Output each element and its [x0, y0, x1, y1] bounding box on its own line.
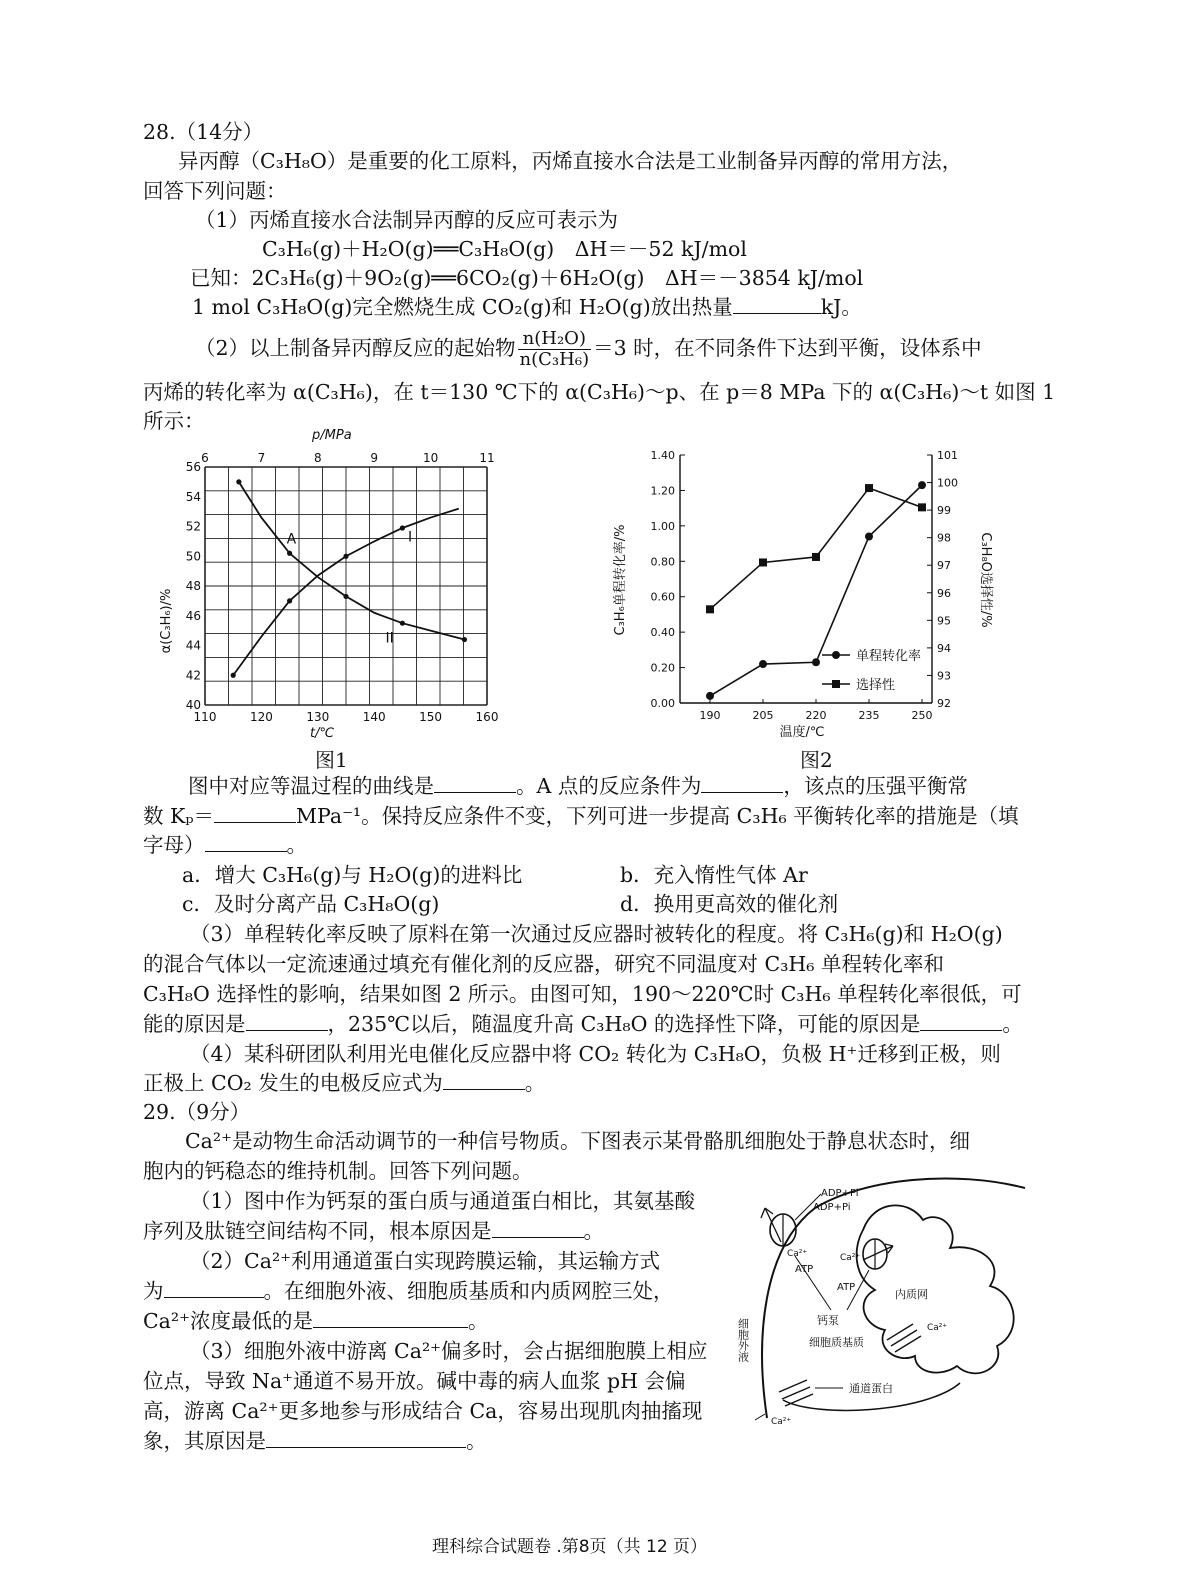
legend-conversion-label: 单程转化率 [856, 649, 922, 664]
calcium-ion-label: Ca²⁺ [771, 1417, 792, 1427]
fig2-selectivity-line [710, 488, 922, 609]
q29-part3-line4 [143, 1427, 487, 1455]
q29-part2-line2 [143, 1277, 674, 1305]
fig1-point-I [231, 673, 236, 678]
q29-intro-2: 胞内的钙稳态的维持机制。回答下列问题。 [143, 1159, 533, 1183]
answer-blank[interactable] [733, 293, 821, 314]
answer-blank[interactable] [205, 831, 287, 852]
q28-part3-line4 [143, 1010, 1023, 1038]
fig2-right-tick-label: 101 [937, 449, 958, 462]
text: 数 Kₚ＝ [143, 804, 215, 828]
atp-label-2: ATP [837, 1282, 856, 1293]
q29-part3-line3: 高，游离 Ca²⁺更多地参与形成结合 Ca，容易出现肌肉抽搐现 [143, 1399, 703, 1423]
answer-blank[interactable] [164, 1277, 264, 1298]
q28-part2-line1 [195, 326, 982, 370]
text: 能的原因是 [143, 1012, 246, 1036]
page-footer: 理科综合试题卷 .第8页（共 12 页） [432, 1537, 708, 1557]
fig2-selectivity-point [759, 558, 767, 566]
adp-pi-label-1: ADP+Pi [821, 1188, 859, 1199]
text: 1 mol C₃H₈O(g)完全燃烧生成 CO₂(g)和 H₂O(g)放出热量 [192, 295, 733, 319]
q28-known-equation: 已知：2C₃H₆(g)＋9O₂(g)══6CO₂(g)＋6H₂O(g) ΔH＝－3854 kJ/mol [190, 266, 864, 290]
text: ，该点的压强平衡常 [783, 774, 968, 798]
fraction-numerator: n(H₂O) [518, 329, 592, 350]
answer-blank[interactable] [266, 1427, 466, 1448]
membrane-channel-protein [779, 1380, 813, 1406]
fig2-selectivity-point [865, 484, 873, 492]
figure-2-caption: 图2 [800, 748, 833, 772]
q28-question-line1 [188, 772, 968, 800]
answer-blank[interactable] [492, 1217, 584, 1238]
fig2-selectivity-point [706, 605, 714, 613]
fig2-right-axis-label: C₃H₈O选择性/% [978, 532, 993, 628]
fig2-lines [706, 481, 926, 700]
fig2-conversion-point [865, 532, 873, 540]
text: （2）以上制备异丙醇反应的起始物 [195, 336, 516, 360]
q29-part3-line2: 位点，导致 Na⁺通道不易开放。碱中毒的病人血浆 pH 会偏 [143, 1369, 686, 1393]
q28-part1-title: （1）丙烯直接水合法制异丙醇的反应可表示为 [195, 208, 619, 232]
q28-equation-1: C₃H₆(g)＋H₂O(g)══C₃H₈O(g) ΔH＝－52 kJ/mol [262, 237, 747, 261]
fig1-curve-II-label: II [385, 630, 394, 647]
q29-intro: Ca²⁺是动物生命活动调节的一种信号物质。下图表示某骨骼肌细胞处于静息状态时，细 [185, 1129, 970, 1153]
channel-protein-label: 通道蛋白 [849, 1382, 893, 1395]
fig1-point-II [287, 551, 292, 556]
fig1-point-II [400, 621, 405, 626]
fig2-left-tick-label: 0.60 [650, 590, 675, 604]
fig2-conversion-point [706, 692, 714, 700]
answer-blank[interactable] [246, 1010, 328, 1031]
fig2-right-tick-label: 93 [937, 669, 951, 683]
q29-part1-line1: （1）图中作为钙泵的蛋白质与通道蛋白相比，其氨基酸 [190, 1189, 696, 1213]
calcium-homeostasis-diagram [735, 1168, 1035, 1428]
fig1-point-II [343, 594, 348, 599]
calcium-ion-label: Ca²⁺ [787, 1249, 808, 1259]
fig1-top-tick-label: 8 [313, 451, 322, 465]
cytosol-label: 细胞质基质 [809, 1336, 864, 1349]
figure-2-chart [600, 440, 1005, 750]
fig1-bottom-tick-label: 140 [362, 710, 386, 724]
text: 。 [466, 1429, 487, 1453]
text: 。 [1002, 1012, 1023, 1036]
fig2-left-tick-label: 1.00 [650, 519, 675, 533]
fig1-grid [205, 467, 487, 705]
text: 图中对应等温过程的曲线是 [188, 774, 434, 798]
q28-intro: 异丙醇（C₃H₈O）是重要的化工原料，丙烯直接水合法是工业制备异丙醇的常用方法， [178, 149, 963, 173]
fig2-selectivity-point [812, 553, 820, 561]
text: 。A 点的反应条件为 [516, 774, 702, 798]
fraction-denominator: n(C₃H₆) [519, 349, 590, 370]
fig2-left-tick-label: 1.20 [650, 484, 675, 498]
fig2-x-tick-label: 250 [911, 709, 933, 722]
fig1-curves [231, 479, 467, 678]
fig2-right-tick-label: 99 [937, 504, 951, 518]
fig1-point-I [343, 554, 348, 559]
calcium-ion-label: Ca²⁺ [840, 1253, 861, 1263]
q28-part4-line1: （4）某科研团队利用光电催化反应器中将 CO₂ 转化为 C₃H₈O，负极 H⁺迁移到正极，则 [190, 1042, 1001, 1066]
mole-ratio-fraction [518, 329, 592, 370]
text: 。在细胞外液、细胞质基质和内质网腔三处， [263, 1279, 674, 1303]
q28-part2-line3: 所示： [143, 409, 205, 433]
text: 序列及肽链空间结构不同，根本原因是 [143, 1219, 492, 1243]
answer-blank[interactable] [920, 1010, 1002, 1031]
q28-intro-2: 回答下列问题： [143, 179, 287, 203]
q28-part1-question [192, 293, 862, 321]
fig1-point-A-label: A [286, 531, 297, 548]
fig2-left-tick-label: 1.40 [650, 449, 675, 462]
text: ＝3 时，在不同条件下达到平衡，设体系中 [593, 336, 982, 360]
calcium-ion-label: Ca²⁺ [927, 1323, 948, 1333]
fig2-right-tick-label: 92 [937, 697, 951, 710]
text: Ca²⁺浓度最低的是 [143, 1309, 313, 1333]
fig2-right-tick-label: 95 [937, 614, 951, 628]
extracellular-label: 细胞外液 [736, 1318, 750, 1362]
figure-1-caption: 图1 [315, 748, 348, 772]
fig2-left-tick-label: 0.20 [650, 661, 675, 675]
fig2-left-tick-label: 0.80 [650, 555, 675, 569]
option-d: d．换用更高效的催化剂 [620, 892, 839, 916]
fig1-point-I [400, 525, 405, 530]
fig1-y-tick-label: 48 [185, 579, 201, 593]
endoplasmic-reticulum [857, 1205, 1014, 1373]
fig1-top-tick-label: 10 [422, 451, 439, 465]
fig2-selectivity-point [918, 503, 926, 511]
fig1-bottom-tick-label: 150 [419, 710, 443, 724]
adp-pi-label-2: ADP+Pi [813, 1202, 851, 1213]
fig2-right-tick-label: 96 [937, 586, 951, 600]
answer-blank[interactable] [214, 802, 296, 823]
answer-blank[interactable] [313, 1307, 468, 1328]
fig1-ticks [186, 451, 499, 724]
q28-part3-line2: 的混合气体以一定流速通过填充有催化剂的反应器，研究不同温度对 C₃H₆ 单程转化率和 [143, 952, 945, 976]
option-c: c．及时分离产品 C₃H₈O(g) [182, 892, 440, 916]
text: kJ。 [820, 295, 862, 319]
answer-blank[interactable] [701, 772, 783, 793]
fig1-y-tick-label: 44 [185, 638, 201, 653]
fig1-y-tick-label: 46 [185, 608, 201, 623]
fig1-y-tick-label: 42 [185, 668, 201, 683]
q28-question-line2 [143, 802, 1019, 830]
fig2-conversion-point [812, 658, 820, 666]
fig2-right-tick-label: 100 [937, 476, 958, 490]
fig1-top-tick-label: 6 [201, 451, 209, 465]
fig1-y-axis-label: α(C₃H₆)/% [159, 588, 174, 654]
text: 。 [524, 1071, 546, 1095]
fig2-axes [651, 449, 959, 722]
er-label: 内质网 [895, 1288, 928, 1301]
option-a: a．增大 C₃H₆(g)与 H₂O(g)的进料比 [182, 863, 523, 887]
atp-label-1: ATP [795, 1264, 814, 1275]
calcium-pump-label: 钙泵 [817, 1314, 839, 1327]
legend-square-marker [832, 680, 840, 688]
answer-blank[interactable] [443, 1069, 525, 1090]
fig1-curve-I-label: I [408, 529, 413, 546]
fig1-y-tick-label: 40 [185, 698, 201, 712]
figure-1-chart [150, 425, 510, 750]
fig1-y-tick-label: 52 [185, 519, 201, 534]
fig1-bottom-tick-label: 130 [306, 710, 330, 724]
text: ，235℃以后，随温度升高 C₃H₈O 的选择性下降，可能的原因是 [327, 1012, 921, 1036]
text: 字母） [143, 833, 205, 857]
fig1-bottom-tick-label: 120 [249, 710, 273, 724]
fig1-y-tick-label: 54 [185, 489, 201, 504]
fig2-left-tick-label: 0.00 [650, 697, 675, 710]
fig1-curve-II [239, 482, 465, 640]
fig1-bottom-tick-label: 110 [193, 710, 217, 724]
q29-part3-line1: （3）细胞外液中游离 Ca²⁺偏多时，会占据细胞膜上相应 [190, 1339, 708, 1363]
fig1-top-axis-label: p/MPa [312, 428, 352, 443]
fig1-point-I [287, 598, 292, 603]
text: MPa⁻¹。保持反应条件不变，下列可进一步提高 C₃H₆ 平衡转化率的措施是（填 [296, 804, 1019, 828]
fig1-y-tick-label: 50 [185, 549, 201, 564]
fig1-top-tick-label: 9 [370, 451, 379, 465]
text: 象，其原因是 [143, 1429, 266, 1453]
fig2-x-tick-label: 205 [752, 709, 774, 722]
fig2-x-tick-label: 220 [805, 709, 827, 722]
fig2-right-tick-label: 98 [937, 531, 951, 545]
q28-part2-line2: 丙烯的转化率为 α(C₃H₆)，在 t＝130 ℃下的 α(C₃H₆)～p、在 p＝8 MPa 下的 α(C₃H₆)～t 如图 1 [143, 380, 1056, 404]
text: 。 [286, 833, 307, 857]
q28-question-line3 [143, 831, 307, 859]
fig2-legend [822, 649, 921, 693]
text: 。 [467, 1309, 489, 1333]
option-b: b．充入惰性气体 Ar [620, 863, 808, 887]
fig2-right-tick-label: 97 [937, 559, 951, 573]
fig1-bottom-tick-label: 160 [475, 710, 499, 724]
q28-part3-line1: （3）单程转化率反映了原料在第一次通过反应器时被转化的程度。将 C₃H₆(g)和 H₂O(g) [190, 922, 1003, 946]
q28-heading: 28.（14分） [143, 120, 264, 144]
q29-part2-line3 [143, 1307, 488, 1335]
q29-heading: 29.（9分） [143, 1100, 251, 1124]
fig2-left-axis-label: C₃H₆单程转化率/% [613, 524, 628, 636]
fig2-left-tick-label: 0.40 [650, 626, 675, 640]
text: 正极上 CO₂ 发生的电极反应式为 [143, 1071, 443, 1095]
q29-part1-line2 [143, 1217, 604, 1245]
fig1-x-axis-label: t/℃ [310, 726, 335, 741]
text: 为 [143, 1279, 164, 1303]
q28-part4-line2 [143, 1069, 545, 1097]
legend-circle-marker [832, 651, 840, 659]
q28-part3-line3: C₃H₈O 选择性的影响，结果如图 2 所示。由图可知，190～220℃时 C₃H₆ 单程转化率很低，可 [143, 982, 1022, 1006]
fig2-x-axis-label: 温度/℃ [779, 725, 825, 740]
fig1-top-tick-label: 7 [257, 451, 266, 465]
fig1-y-tick-label: 56 [185, 460, 201, 474]
legend-selectivity-label: 选择性 [856, 678, 896, 693]
fig2-conversion-point [759, 660, 767, 668]
fig1-top-tick-label: 11 [479, 451, 495, 465]
text: 。 [583, 1219, 604, 1243]
fig2-x-tick-label: 235 [858, 709, 880, 722]
answer-blank[interactable] [434, 772, 516, 793]
q29-part2-line1: （2）Ca²⁺利用通道蛋白实现跨膜运输，其运输方式 [190, 1249, 660, 1273]
fig2-right-tick-label: 94 [937, 641, 951, 655]
fig2-x-tick-label: 190 [699, 709, 721, 722]
fig1-point-II [236, 479, 241, 484]
fig2-conversion-point [918, 481, 926, 489]
fig1-point-II [462, 637, 467, 642]
